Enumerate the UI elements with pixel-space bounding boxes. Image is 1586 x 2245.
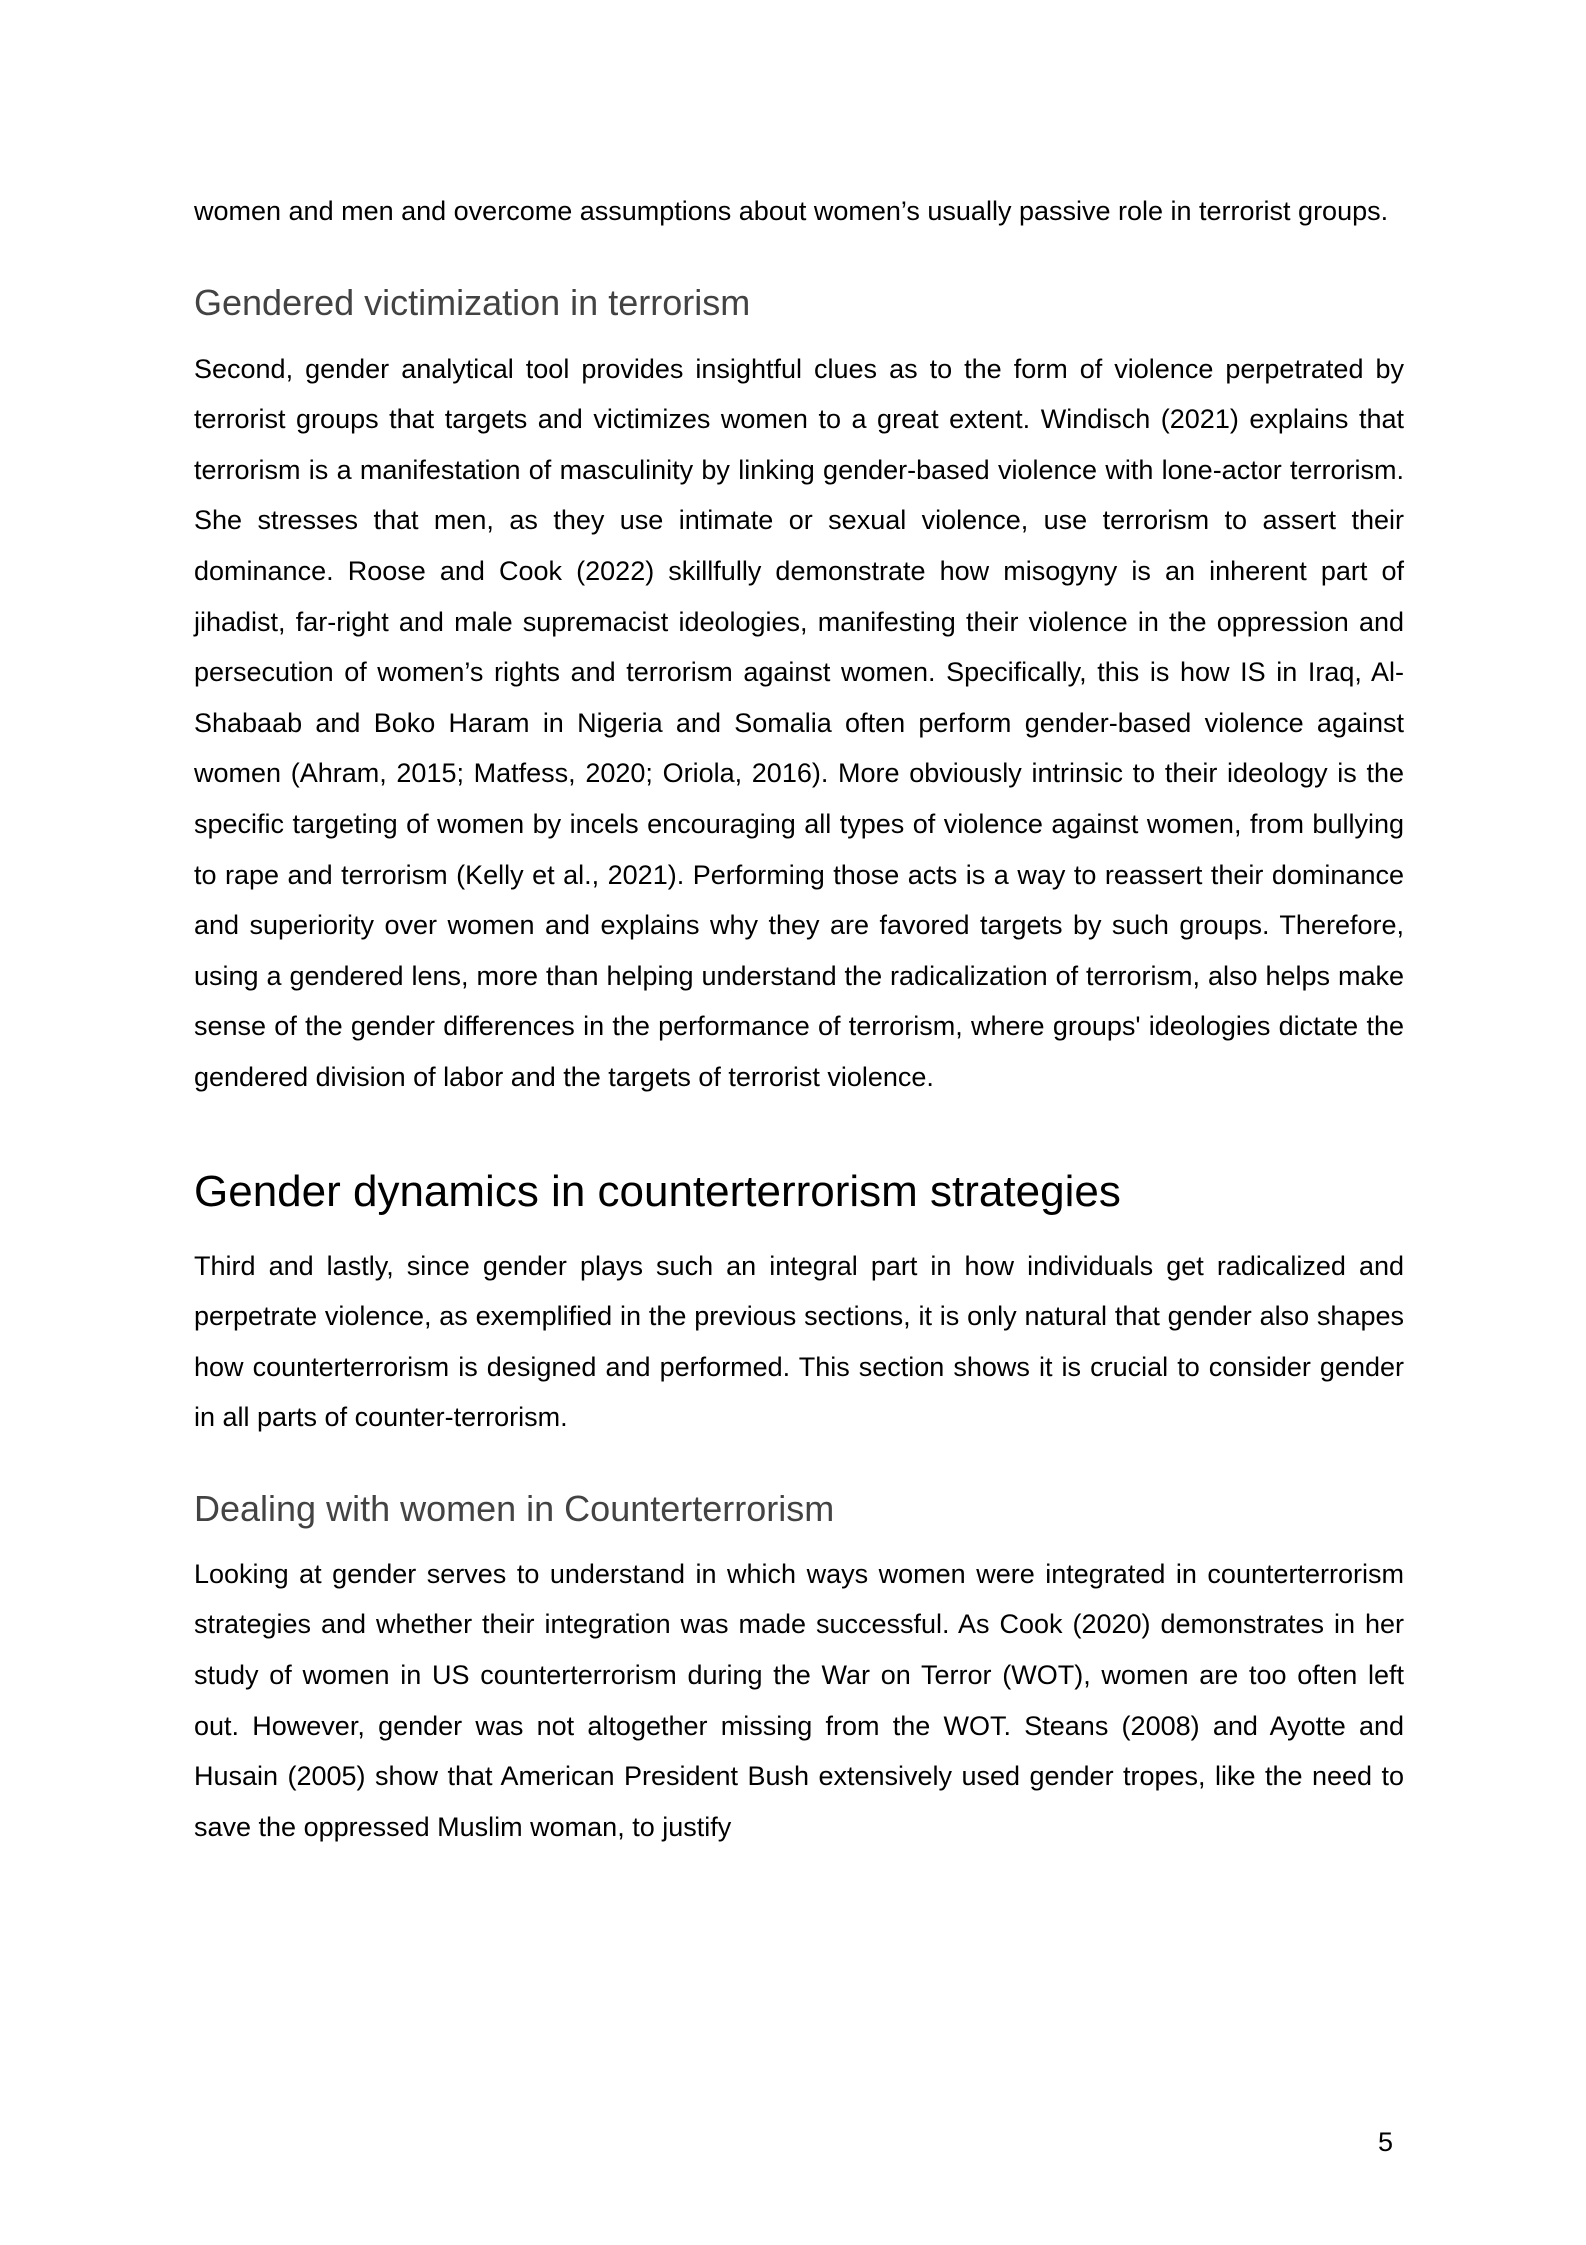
page-content: [194, 186, 1404, 1852]
page-number: 5: [1378, 2127, 1394, 2157]
heading-counterterrorism-strategies: Gender dynamics in counterterrorism strategies: [194, 1166, 1121, 1216]
paragraph-counterterrorism-strategies: Third and lastly, since gender plays such an integral part in how individuals get radicalized and perpetrate violence, as exemplified in the previous sections, it is only natural that gender also shapes how counterterrorism is designed and performed. This section shows it is crucial to consider gender in all parts of counter-terrorism.: [194, 1250, 1404, 1433]
heading-gendered-victimization: Gendered victimization in terrorism: [194, 281, 751, 323]
paragraph-gendered-victimization: Second, gender analytical tool provides insightful clues as to the form of violence perpetrated by terrorist groups that targets and victimizes women to a great extent. Windisch (2021) explains that terrorism is a manifestation of masculinity by linking gender-based violence with lone-actor terrorism. She stresses that men, as they use intimate or sexual violence, use terrorism to assert their dominance. Roose and Cook (2022) skillfully demonstrate how misogyny is an inherent part of jihadist, far-right and male supremacist ideologies, manifesting their violence in the oppression and persecution of women’s rights and terrorism against women. Specifically, this is how IS in Iraq, Al-Shabaab and Boko Haram in Nigeria and Somalia often perform gender-based violence against women (Ahram, 2015; Matfess, 2020; Oriola, 2016). More obviously intrinsic to their ideology is the specific targeting of women by incels encouraging all types of violence against women, from bullying to rape and terrorism (Kelly et al., 2021). Performing those acts is a way to reassert their dominance and superiority over women and explains why they are favored targets by such groups. Therefore, using a gendered lens, more than helping understand the radicalization of terrorism, also helps make sense of the gender differences in the performance of terrorism, where groups' ideologies dictate the gendered division of labor and the targets of terrorist violence.: [194, 353, 1404, 1092]
paragraph-women-in-counterterrorism: Looking at gender serves to understand in which ways women were integrated in counterterrorism strategies and whether their integration was made successful. As Cook (2020) demonstrates in her study of women in US counterterrorism during the War on Terror (WOT), women are too often left out. However, gender was not altogether missing from the WOT. Steans (2008) and Ayotte and Husain (2005) show that American President Bush extensively used gender tropes, like the need to save the oppressed Muslim woman, to justify: [194, 1558, 1404, 1842]
paragraph-intro-end: women and men and overcome assumptions about women’s usually passive role in terrorist groups.: [194, 196, 1389, 226]
heading-women-in-counterterrorism: Dealing with women in Counterterrorism: [194, 1487, 835, 1529]
